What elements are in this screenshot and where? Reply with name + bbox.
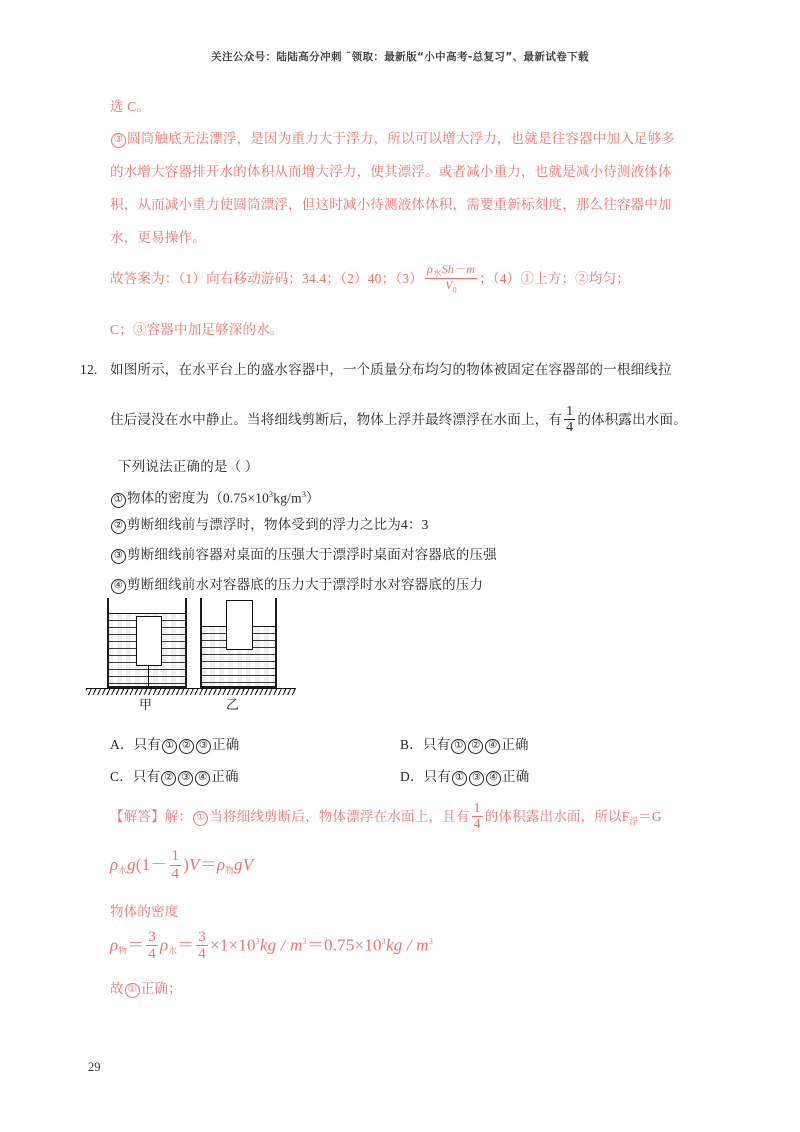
solution-fraction-denominator: 4 xyxy=(473,817,481,833)
option-a-mark-2: ② xyxy=(179,739,194,754)
eq2-rho-water: ρ xyxy=(159,935,169,955)
prev-solution-choose: 选 C。 xyxy=(110,99,151,114)
eq1-rho-water-sub: 水 xyxy=(118,865,128,875)
question-stem-line2-b: 的体积露出水面。 xyxy=(577,412,687,427)
rho-symbol: ρ xyxy=(426,261,433,276)
solution-equation-1 xyxy=(110,848,253,887)
option-b-mark-1: ① xyxy=(451,739,466,754)
question-stem-line1: 如图所示，在水平台上的盛水容器中，一个质量分布均匀的物体被固定在容器部的一根细线拉 xyxy=(110,362,672,377)
statement-marker-3: ③ xyxy=(111,549,126,564)
beaker-yi-water-surface-left xyxy=(201,626,227,627)
answer-fraction-numerator xyxy=(425,263,477,278)
beaker-jia-water-surface xyxy=(108,613,186,614)
eq1-g: g xyxy=(127,855,136,874)
eq1-g2: g xyxy=(234,855,243,874)
option-c-pre: 只有 xyxy=(132,769,161,784)
solution-marker-1: ① xyxy=(193,811,208,826)
beaker-jia-left-wall xyxy=(107,598,109,688)
table-surface-hatching xyxy=(86,688,296,695)
eq2-equals-1: ＝ xyxy=(127,935,145,955)
prev-answer-tail: ；（4）①上方；②均匀； xyxy=(479,271,630,286)
eq1-equals: ＝ xyxy=(199,855,217,874)
eq2-fraction-1-numerator: 3 xyxy=(148,929,156,946)
prev-solution-para3-line3: 积，从而减小重力使圆筒漂浮，但这时减小待测液体体积，需要重新标刻度，那么往容器中加 xyxy=(110,197,672,212)
option-c[interactable] xyxy=(110,760,239,793)
question-stem-line2 xyxy=(110,403,687,437)
eq1-fraction xyxy=(170,848,182,881)
option-b-post: 正确 xyxy=(501,737,529,752)
option-b-mark-3: ④ xyxy=(485,739,500,754)
eq2-fraction-1 xyxy=(146,929,158,962)
solution-conclusion-marker: ① xyxy=(125,983,140,998)
statement-1-text-b: kg/m xyxy=(273,490,302,506)
prev-solution-para3-line1: 圆筒触底无法漂浮，是因为重力大于浮力，所以可以增大浮力，也就是往容器中加入足够多 xyxy=(127,131,675,146)
prev-solution-para3-line4: 水，更易操作。 xyxy=(110,230,206,245)
solution-fraction-one-quarter xyxy=(472,801,483,832)
statement-1-text-a: 物体的密度为（0.75×10 xyxy=(127,490,270,506)
stem-fraction-numerator: 1 xyxy=(566,404,574,420)
marker-circle-3: ③ xyxy=(111,133,126,148)
diagram-label-yi: 乙 xyxy=(226,697,240,712)
statement-marker-1: ① xyxy=(111,493,126,508)
statement-3 xyxy=(110,538,497,571)
beaker-jia-submerged-block xyxy=(136,616,162,666)
eq2-rho-object-sub: 物 xyxy=(118,945,128,956)
option-d[interactable] xyxy=(400,760,529,793)
beaker-yi-water-surface-right xyxy=(252,626,276,627)
eq1-rho-water: ρ xyxy=(110,855,119,874)
option-c-post: 正确 xyxy=(211,769,239,784)
statement-2 xyxy=(110,508,429,541)
beaker-yi-floating-block xyxy=(226,600,253,650)
solution-conclusion-a: 故 xyxy=(110,981,124,996)
buoyancy-subscript: 浮 xyxy=(629,816,639,826)
eq2-unit-1: kg / m xyxy=(259,935,303,955)
eq2-unit-2: kg / m xyxy=(385,935,429,955)
eq1-v: V xyxy=(189,855,200,874)
solution-equation-2 xyxy=(110,925,433,968)
statement-marker-4: ④ xyxy=(111,579,126,594)
eq1-v2: V xyxy=(242,855,254,874)
eq2-fraction-2 xyxy=(196,929,208,962)
v-subscript: 0 xyxy=(452,285,457,295)
statement-4-text: 剪断细线前水对容器底的压力大于漂浮时水对容器底的压力 xyxy=(127,577,484,592)
solution-conclusion xyxy=(110,972,182,1005)
option-d-mark-1: ① xyxy=(452,771,467,786)
option-d-post: 正确 xyxy=(502,769,530,784)
statement-2-text: 剪断细线前与漂浮时，物体受到的浮力之比为4：3 xyxy=(127,517,429,532)
eq2-fraction-1-denominator: 4 xyxy=(148,946,156,963)
option-c-letter: C． xyxy=(110,769,133,784)
stem-fraction-denominator: 4 xyxy=(566,420,574,436)
beaker-yi-right-wall xyxy=(275,598,277,688)
solution-line-1 xyxy=(110,800,662,838)
solution-conclusion-b: 正确； xyxy=(140,981,182,996)
question-prompt: 下列说法正确的是（ ） xyxy=(118,459,259,474)
beaker-yi-left-wall xyxy=(200,598,202,688)
option-a-post: 正确 xyxy=(212,737,240,752)
eq2-sup-4: 3 xyxy=(428,937,433,946)
eq2-mid: ×1×10 xyxy=(209,935,256,955)
physics-diagram-two-beakers xyxy=(86,598,296,712)
eq2-sup-3: 3 xyxy=(381,937,386,946)
option-a[interactable] xyxy=(110,728,239,761)
solution-density-label: 物体的密度 xyxy=(110,904,179,919)
option-b-mark-2: ② xyxy=(468,739,483,754)
option-d-pre: 只有 xyxy=(423,769,452,784)
statement-1-sup-1: 3 xyxy=(269,490,274,499)
statement-marker-2: ② xyxy=(111,519,126,534)
eq1-rho-object-sub: 物 xyxy=(225,865,234,875)
solution-lead: 解： xyxy=(164,809,193,824)
option-c-mark-3: ④ xyxy=(195,771,210,786)
prev-solution-para3-line2: 的水增大容器排开水的体积从而增大浮力，使其漂浮。或者减小重力，也就是减小待测液体体 xyxy=(110,164,672,179)
beaker-jia-string xyxy=(148,666,149,688)
eq2-fraction-2-denominator: 4 xyxy=(198,946,206,963)
page-number: 29 xyxy=(88,1060,101,1074)
statement-4 xyxy=(110,568,483,601)
solution-line1-b: 的体积露出水面，所以F xyxy=(484,809,630,824)
diagram-label-jia: 甲 xyxy=(139,697,153,712)
statement-1-text-c: ） xyxy=(306,490,320,506)
option-b-pre: 只有 xyxy=(422,737,451,752)
eq1-paren-close: ) xyxy=(183,855,190,874)
sh-minus-m: Sh－m xyxy=(441,261,476,276)
option-a-pre: 只有 xyxy=(133,737,162,752)
question-stem-line2-a: 住后浸没在水中静止。当将细线剪断后，物体上浮并最终漂浮在水面上，有 xyxy=(110,412,563,427)
rho-subscript-water: 水 xyxy=(432,267,442,278)
option-b-letter: B． xyxy=(400,737,423,752)
question-number: 12. xyxy=(80,362,98,377)
solution-line1-c: ＝G xyxy=(638,809,662,824)
option-a-mark-1: ① xyxy=(162,739,177,754)
eq2-sup-2: 3 xyxy=(302,937,307,946)
eq2-sup-1: 3 xyxy=(255,937,260,946)
prev-solution-para3 xyxy=(110,122,735,254)
option-a-mark-3: ③ xyxy=(196,739,211,754)
v-symbol: V xyxy=(445,277,453,292)
option-b[interactable] xyxy=(400,728,529,761)
page-header-watermark: 关注公众号：陆陆高分冲刺 ˜领取：最新版“小中高考-总复习”、最新试卷下载 xyxy=(211,51,589,63)
option-c-mark-2: ③ xyxy=(178,771,193,786)
prev-answer-line xyxy=(110,262,630,296)
solution-line1-a: 当将细线剪断后，物体漂浮在水面上，且有 xyxy=(209,809,470,824)
option-d-mark-3: ④ xyxy=(486,771,501,786)
eq2-equals-3: ＝0.75×10 xyxy=(306,935,382,955)
beaker-jia-right-wall xyxy=(185,598,187,688)
option-c-mark-1: ② xyxy=(161,771,176,786)
option-d-letter: D． xyxy=(400,769,424,784)
eq2-rho-object: ρ xyxy=(110,935,119,955)
option-d-mark-2: ③ xyxy=(469,771,484,786)
prev-answer-last-line: C；③容器中加足够深的水。 xyxy=(110,322,284,337)
option-a-letter: A． xyxy=(110,737,134,752)
eq2-equals-2: ＝ xyxy=(177,935,195,955)
eq2-rho-water-sub: 水 xyxy=(168,945,178,956)
stem-fraction-one-quarter xyxy=(564,404,575,435)
answer-fraction-denominator xyxy=(425,278,477,295)
eq1-rho-object: ρ xyxy=(216,855,226,874)
eq1-fraction-numerator: 1 xyxy=(171,848,180,865)
prev-answer-lead: 故答案为：（1）向右移动游码；34.4；（2）40；（3） xyxy=(110,271,423,286)
solution-fraction-numerator: 1 xyxy=(473,801,481,817)
statement-1-sup-2: 3 xyxy=(301,490,307,499)
solution-tag: 【解答】 xyxy=(110,809,165,824)
answer-fraction xyxy=(425,263,477,295)
eq1-paren-open: (1－ xyxy=(135,855,168,874)
eq1-fraction-denominator: 4 xyxy=(171,865,180,882)
eq2-fraction-2-numerator: 3 xyxy=(198,929,206,946)
statement-3-text: 剪断细线前容器对桌面的压强大于漂浮时桌面对容器底的压强 xyxy=(127,547,497,562)
